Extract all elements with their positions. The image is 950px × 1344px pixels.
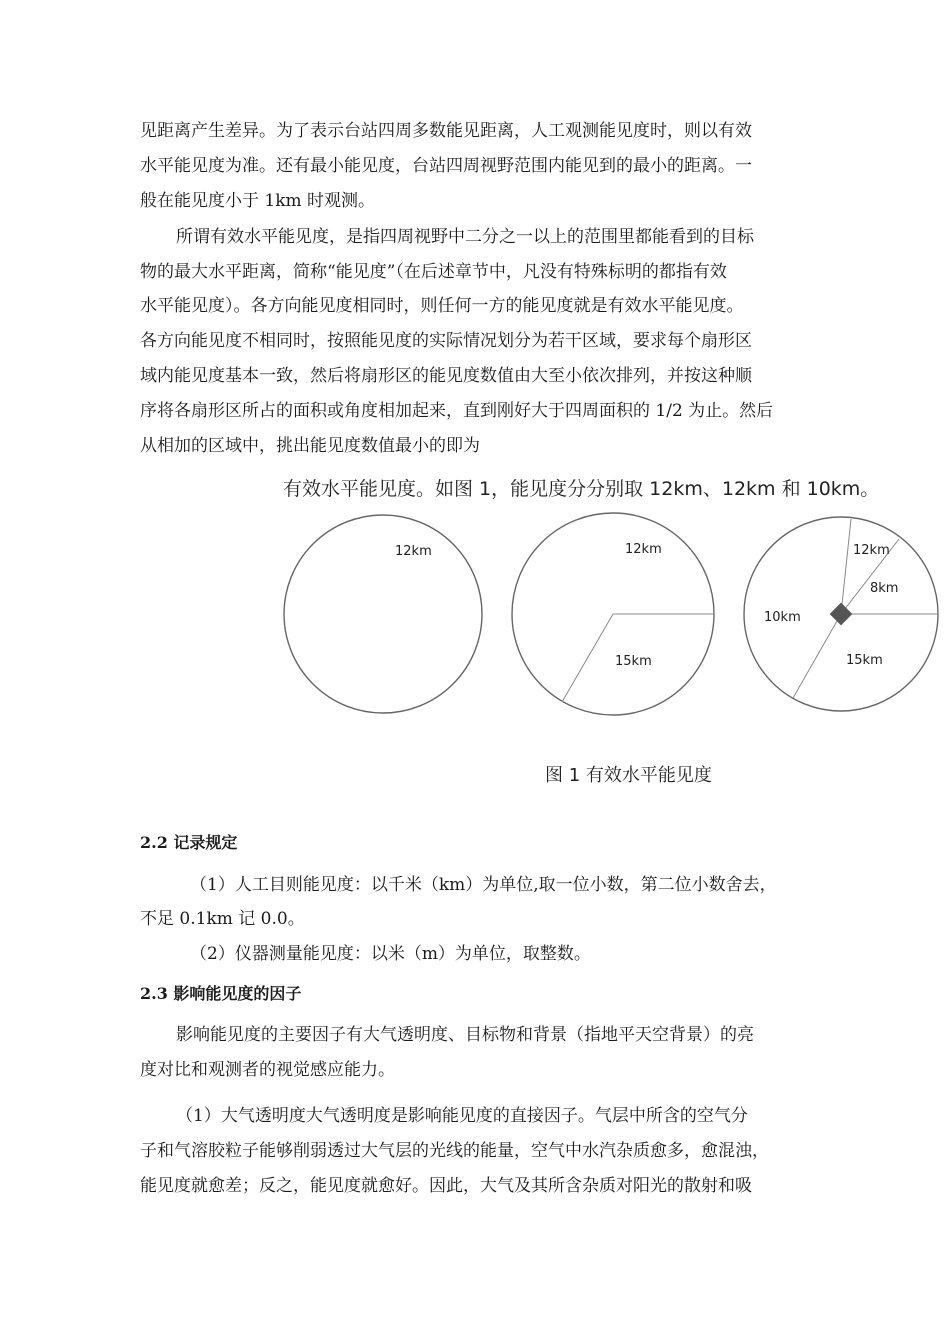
circle-3-label-inner: 8km bbox=[870, 581, 899, 596]
circle-1-label: 12km bbox=[395, 544, 432, 559]
section-heading: 2.3 影响能见度的因子 bbox=[140, 984, 302, 1003]
paragraph-line: （1）大气透明度大气透明度是影响能见度的直接因子。气层中所含的空气分 bbox=[176, 1106, 748, 1126]
figure-title: 图 1 有效水平能见度 bbox=[545, 765, 712, 786]
circle-1-outline bbox=[284, 515, 482, 713]
paragraph-line: 子和气溶胶粒子能够削弱透过大气层的光线的能量，空气中水汽杂质愈多，愈混浊， bbox=[140, 1141, 769, 1161]
visibility-diagram bbox=[275, 510, 945, 720]
paragraph-line: 影响能见度的主要因子有大气透明度、目标物和背景（指地平天空背景）的亮 bbox=[176, 1025, 754, 1045]
paragraph-line: 能见度就愈差；反之，能见度就愈好。因此，大气及其所含杂质对阳光的散射和吸 bbox=[140, 1176, 752, 1196]
paragraph-line: 见距离产生差异。为了表示台站四周多数能见距离，人工观测能见度时，则以有效 bbox=[140, 121, 752, 141]
circle-two-sectors bbox=[512, 513, 714, 715]
paragraph-line: 度对比和观测者的视觉感应能力。 bbox=[140, 1060, 395, 1080]
paragraph-line: 物的最大水平距离，简称“能见度”（在后述章节中，凡没有特殊标明的都指有效 bbox=[140, 262, 727, 282]
circle-uniform-visibility bbox=[284, 515, 482, 713]
paragraph-line: 水平能见度为准。还有最小能见度，台站四周视野范围内能见到的最小的距离。一 bbox=[140, 156, 752, 176]
section-heading: 2.2 记录规定 bbox=[140, 833, 238, 852]
paragraph-line: （1）人工目则能见度：以千米（km）为单位,取一位小数，第二位小数舍去， bbox=[190, 875, 777, 895]
circle-2-label-bottom: 15km bbox=[615, 654, 652, 669]
paragraph-line: 域内能见度基本一致，然后将扇形区的能见度数值由大至小依次排列，并按这种顺 bbox=[140, 366, 752, 386]
paragraph-line: 水平能见度）。各方向能见度相同时，则任何一方的能见度就是有效水平能见度。 bbox=[140, 296, 744, 316]
circle-2-label-top: 12km bbox=[625, 542, 662, 557]
paragraph-line: 般在能见度小于 1km 时观测。 bbox=[140, 191, 376, 211]
paragraph-line: 所谓有效水平能见度，是指四周视野中二分之一以上的范围里都能看到的目标 bbox=[176, 227, 754, 247]
paragraph-line: 序将各扇形区所占的面积或角度相加起来，直到刚好大于四周面积的 1/2 为止。然后 bbox=[140, 401, 774, 421]
paragraph-line: 各方向能见度不相同时，按照能见度的实际情况划分为若干区域，要求每个扇形区 bbox=[140, 331, 752, 351]
circle-four-sectors bbox=[744, 517, 938, 711]
figure-caption-top: 有效水平能见度。如图 1，能见度分分别取 12km、12km 和 10km。 bbox=[283, 478, 880, 500]
paragraph-line: 从相加的区域中，挑出能见度数值最小的即为 bbox=[140, 436, 480, 456]
circle-3-label-top: 12km bbox=[853, 543, 890, 558]
paragraph-line: 不足 0.1km 记 0.0。 bbox=[140, 909, 305, 929]
circle-3-label-bottom: 15km bbox=[846, 653, 883, 668]
paragraph-line: （2）仪器测量能见度：以米（m）为单位，取整数。 bbox=[190, 944, 591, 964]
circle-3-label-left: 10km bbox=[764, 610, 801, 625]
